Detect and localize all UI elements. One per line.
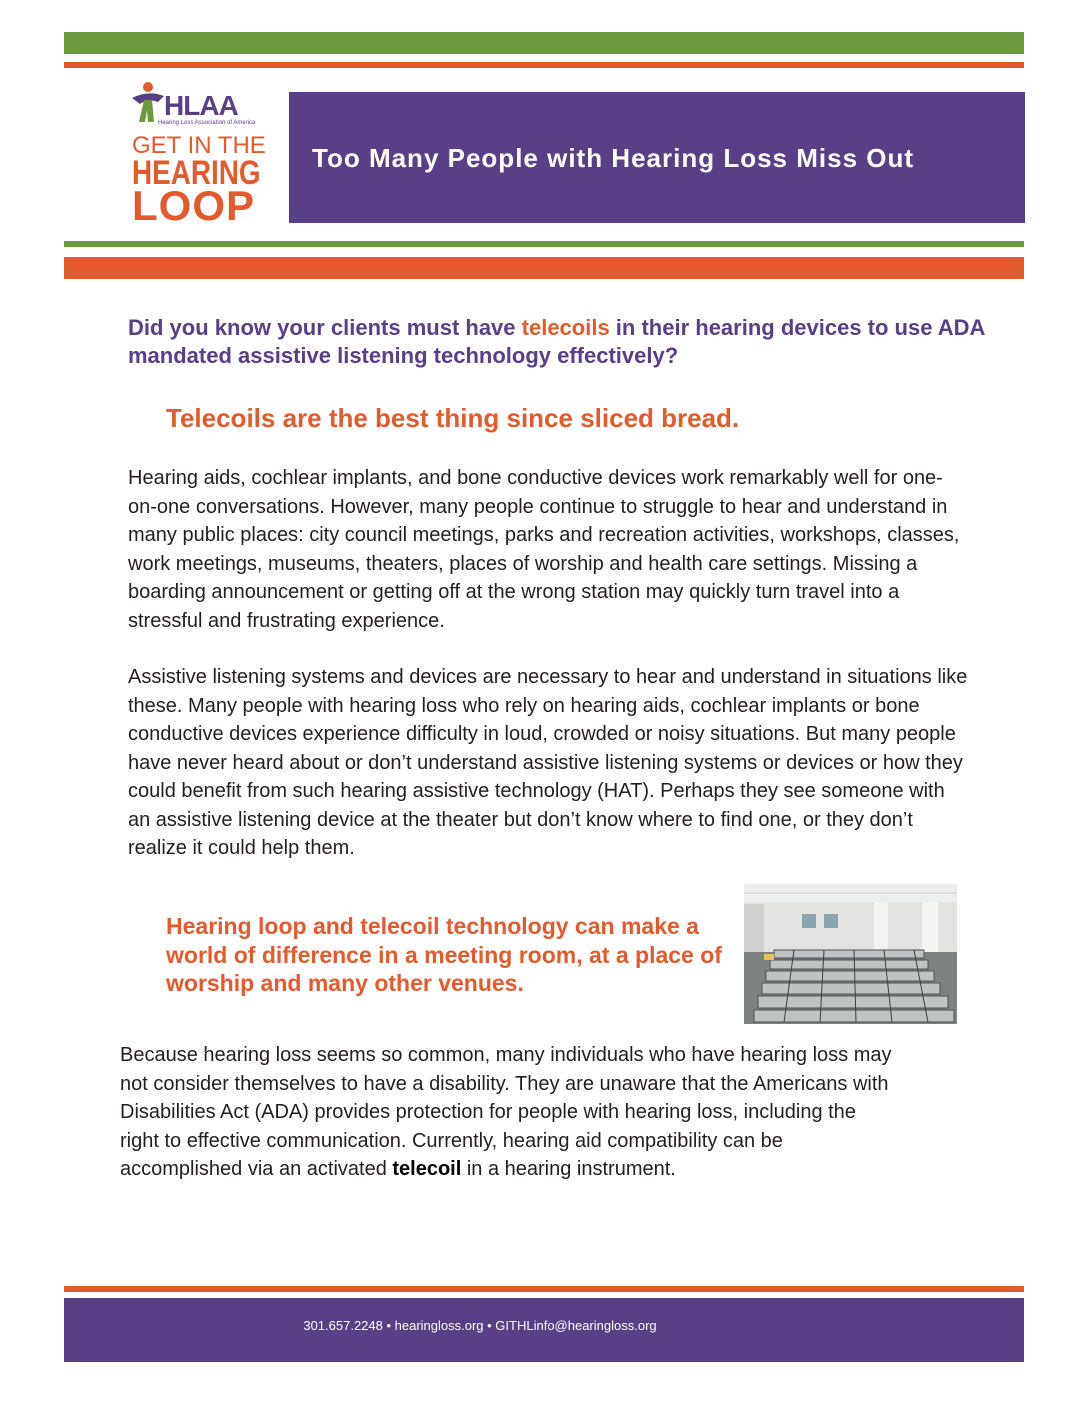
meeting-room-photo [744,884,957,1024]
question-before: Did you know your clients must have [128,315,522,340]
question-heading [128,314,1008,370]
logo-line2: HEARING [132,154,261,192]
top-orange-rule [64,62,1024,68]
paragraph-1: Hearing aids, cochlear implants, and bone conductive devices work remarkably well for one-on-one conversations. However, many people continue to struggle to hear and understand in many public places: city council meetings, parks and recreation activities, workshops, classes, work meetings, museums, theaters, places of worship and health care settings. Missing a boarding announcement or getting off at the wrong station may quickly turn travel into a stressful and frustrating experience. [128,467,960,632]
hlaa-logo [128,80,268,230]
logo-line1: GET IN THE [132,132,266,159]
paragraph-3-before: Because hearing loss seems so common, many individuals who have hearing loss may not consider themselves to have a disability. They are unaware that the Americans with Disabilities Act (ADA) provides protection for people with hearing loss, including the right to effective communication. Currently, hearing aid compatibility can be accomplished via an activated [120,1044,892,1180]
paragraph-2: Assistive listening systems and devices are necessary to hear and understand in situations like these. Many people with hearing loss who rely on hearing aids, cochlear implants or bone conductive devices experience difficulty in loud, crowded or noisy situations. But many people have never heard about or don’t understand assistive listening systems or devices or how they could benefit from such hearing assistive technology (HAT). Perhaps they see someone with an assistive listening device at the theater but don’t know where to find one, or they don’t realize it could help them. [128,666,968,859]
people-icon [128,80,168,125]
room-illustration [744,884,957,1024]
logo-org-full: Hearing Loss Association of America [158,120,256,126]
logo-line3: LOOP [132,182,256,229]
tagline: Telecoils are the best thing since sliced bread. [166,403,740,433]
paragraph-3 [120,1041,900,1184]
page-title: Too Many People with Hearing Loss Miss Out [312,143,915,173]
logo-org: HLAA [164,90,238,121]
question-after: in their hearing devices to use ADA mandated assistive listening technology effectively? [128,315,985,368]
footer-orange-rule [64,1286,1024,1292]
top-green-bar [64,32,1024,54]
footer-contact: 301.657.2248 • hearingloss.org • GITHLinfo@hearingloss.org [303,1318,657,1333]
question-highlight: telecoils [521,315,610,340]
paragraph-3-after: in a hearing instrument. [461,1158,676,1180]
mid-green-rule [64,241,1024,247]
paragraph-3-bold: telecoil [392,1158,462,1180]
mid-orange-bar [64,257,1024,279]
callout-text: Hearing loop and telecoil technology can make a world of difference in a meeting room, at a place of worship and many other venues. [166,913,722,996]
